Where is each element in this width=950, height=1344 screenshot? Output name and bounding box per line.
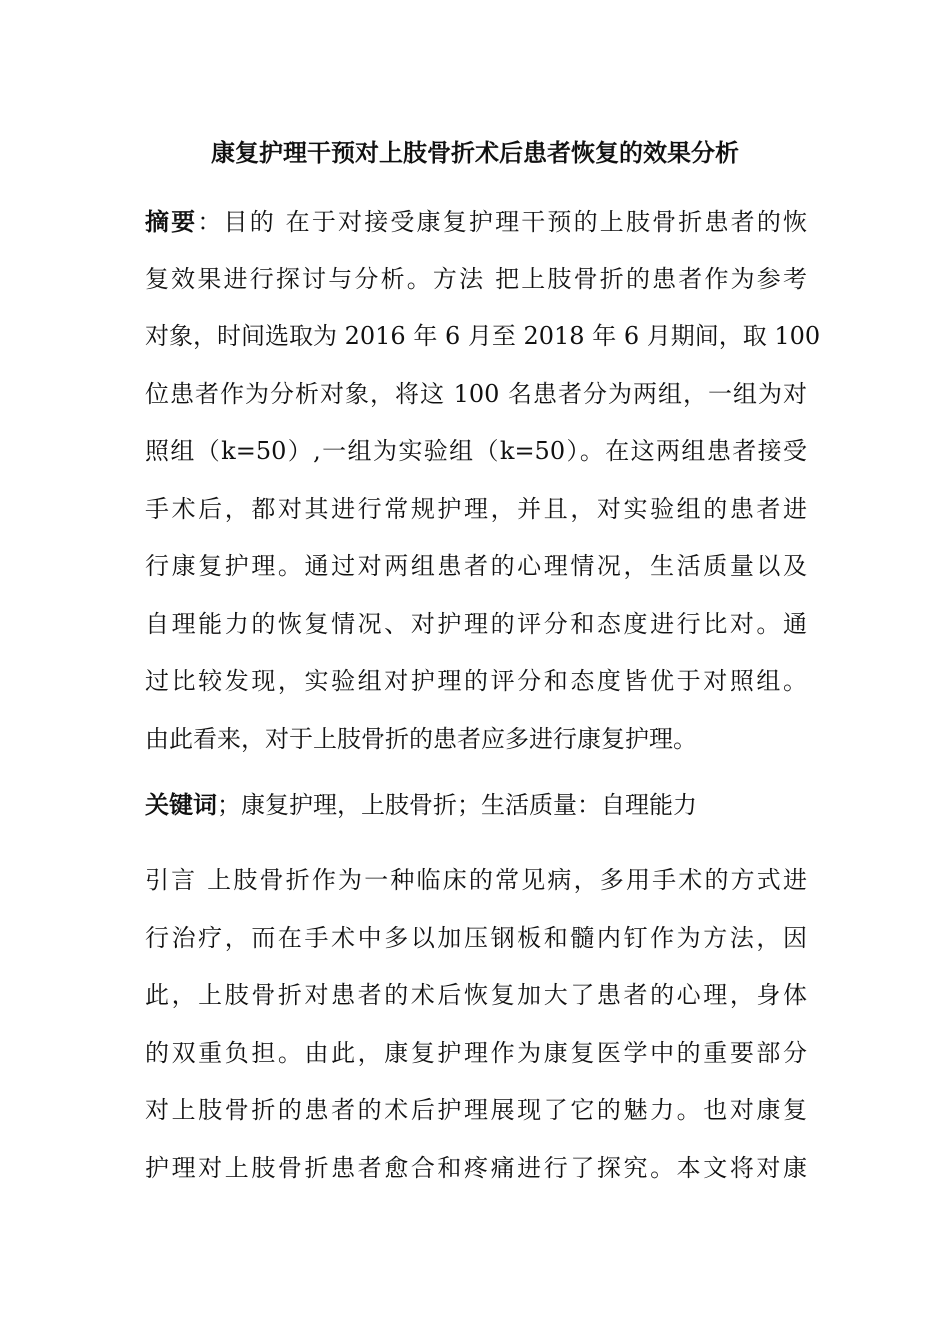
abstract-line-text: ：目的 在于对接受康复护理干预的上肢骨折患者的恢 xyxy=(197,208,807,236)
abstract-section xyxy=(145,193,821,768)
keywords-label: 关键词 xyxy=(145,790,217,819)
keywords-text: ；康复护理，上肢骨折；生活质量：自理能力 xyxy=(217,791,697,819)
abstract-line xyxy=(145,193,807,251)
intro-line: 的双重负担。由此，康复护理作为康复医学中的重要部分 xyxy=(145,1038,807,1067)
document-title: 康复护理干预对上肢骨折术后患者恢复的效果分析 xyxy=(211,138,739,167)
abstract-line: 手术后，都对其进行常规护理，并且，对实验组的患者进 xyxy=(145,494,807,523)
intro-line: 引言 上肢骨折作为一种临床的常见病，多用手术的方式进 xyxy=(145,866,807,894)
intro-line: 护理对上肢骨折患者愈合和疼痛进行了探究。本文将对康 xyxy=(145,1153,807,1182)
abstract-label: 摘要 xyxy=(145,207,198,236)
abstract-line: 对象，时间选取为 2016 年 6 月至 2018 年 6 月期间，取 100 xyxy=(145,322,821,350)
intro-line: 此，上肢骨折对患者的术后恢复加大了患者的心理，身体 xyxy=(145,981,807,1009)
introduction-section xyxy=(145,852,807,1197)
abstract-line: 自理能力的恢复情况、对护理的评分和态度进行比对。通 xyxy=(145,609,807,638)
intro-line: 行治疗，而在手术中多以加压钢板和髓内钉作为方法，因 xyxy=(145,923,807,952)
keywords-line xyxy=(145,776,807,834)
abstract-line: 复效果进行探讨与分析。方法 把上肢骨折的患者作为参考 xyxy=(145,264,807,293)
abstract-line: 过比较发现，实验组对护理的评分和态度皆优于对照组。 xyxy=(145,667,807,695)
keywords-section xyxy=(145,776,807,834)
abstract-line: 位患者作为分析对象，将这 100 名患者分为两组，一组为对 xyxy=(145,379,807,408)
intro-line: 对上肢骨折的患者的术后护理展现了它的魅力。也对康复 xyxy=(145,1096,807,1124)
abstract-line: 由此看来，对于上肢骨折的患者应多进行康复护理。 xyxy=(145,724,697,753)
abstract-line: 照组（k=50）,一组为实验组（k=50）。在这两组患者接受 xyxy=(145,437,807,465)
abstract-line: 行康复护理。通过对两组患者的心理情况，生活质量以及 xyxy=(145,552,807,580)
